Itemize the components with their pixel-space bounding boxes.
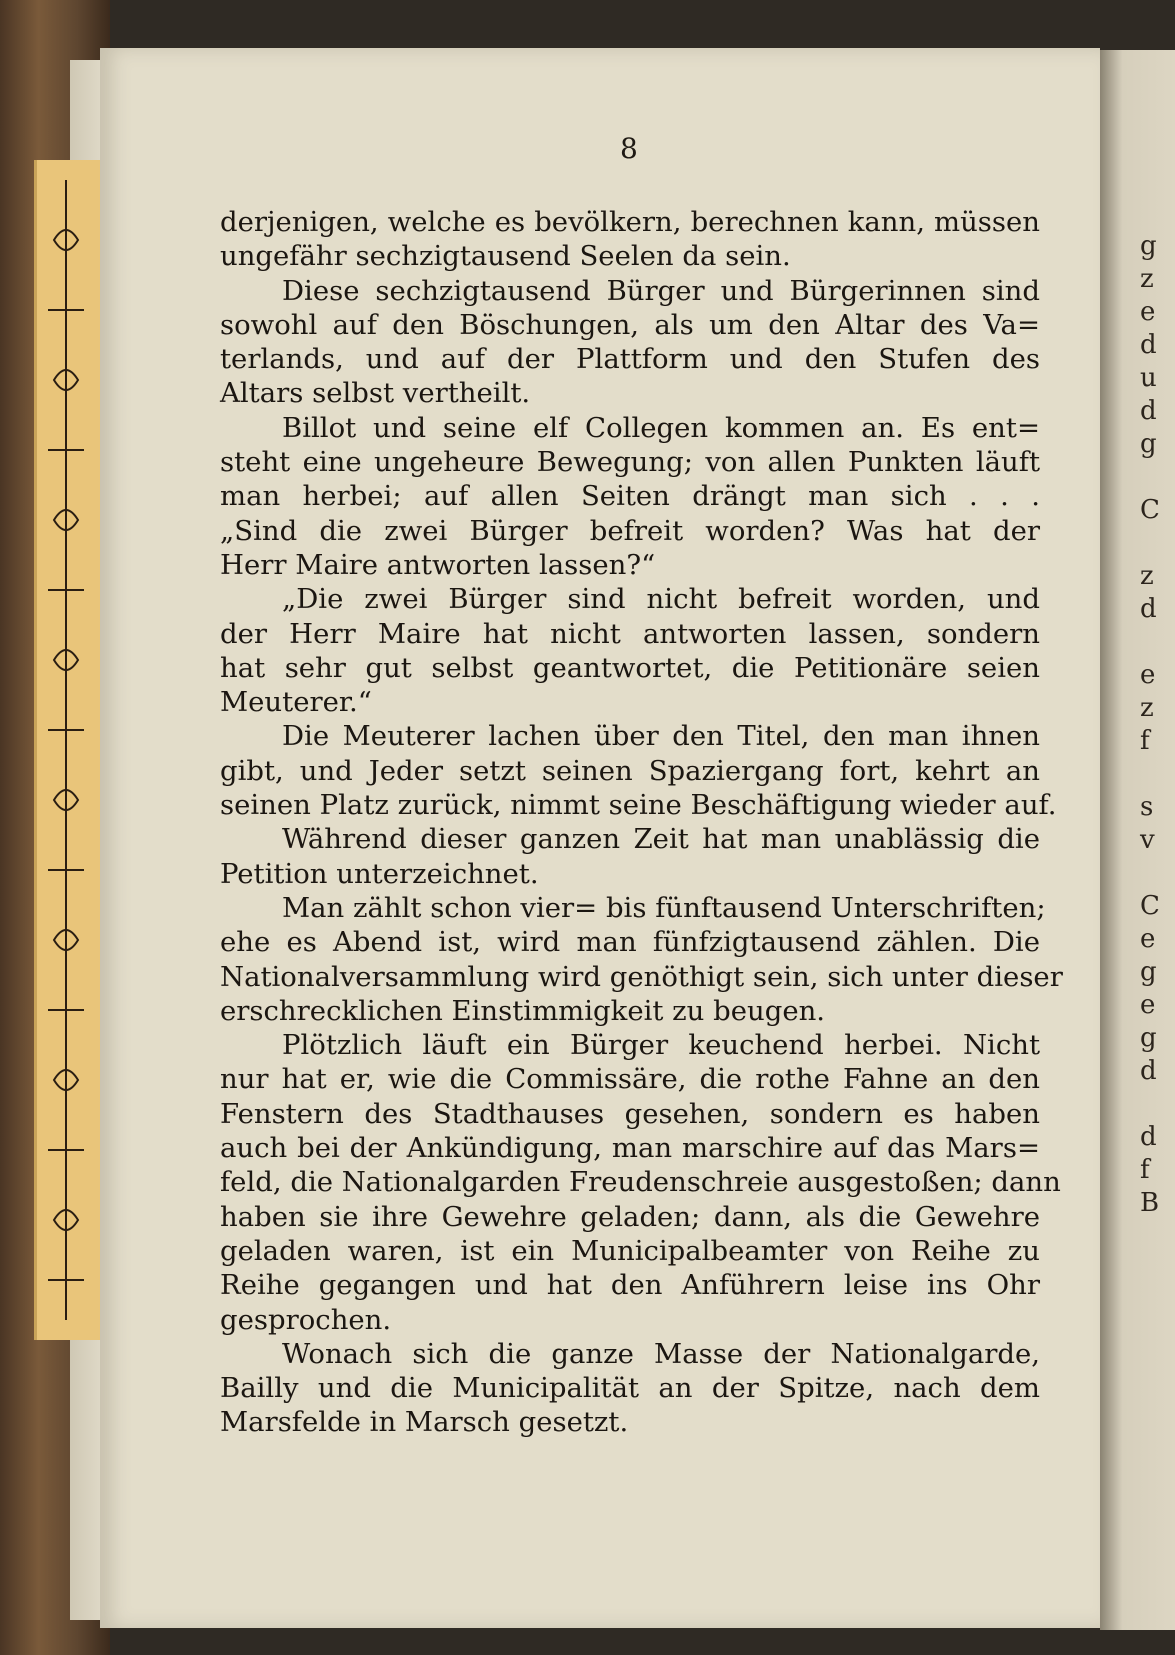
page-number: 8 — [620, 132, 638, 165]
text-line: Fenstern des Stadthauses gesehen, sondern es haben — [220, 1097, 1040, 1130]
bookmark-ornament — [44, 180, 88, 1320]
text-line: Petition unterzeichnet. — [220, 857, 539, 890]
text-line: nur hat er, wie die Commissäre, die rothe Fahne an den — [220, 1063, 1040, 1096]
text-line: auch bei der Ankündigung, man marschire auf das Mars= — [220, 1132, 1040, 1165]
text-line: Während dieser ganzen Zeit hat man unablässig die — [282, 823, 1040, 856]
facing-page-letters: g z e d u d g C z d e z f s v C e g e g d d f B — [1140, 231, 1160, 1218]
text-line: Bailly und die Municipalität an der Spitze, nach dem — [220, 1372, 1040, 1405]
text-line: terlands, und auf der Plattform und den Stufen des — [220, 343, 1040, 376]
text-line: derjenigen, welche es bevölkern, berechnen kann, müssen — [220, 206, 1040, 238]
text-line: erschrecklichen Einstimmigkeit zu beugen. — [220, 994, 826, 1027]
text-line: Plötzlich läuft ein Bürger keuchend herbei. Nicht — [282, 1029, 1040, 1062]
text-line: Nationalversammlung wird genöthigt sein, sich unter dieser — [220, 960, 1063, 993]
text-line: ehe es Abend ist, wird man fünfzigtausend zählen. Die — [220, 926, 1040, 959]
text-line: der Herr Maire hat nicht antworten lassen, sondern — [220, 617, 1040, 650]
text-line: Diese sechzigtausend Bürger und Bürgerinnen sind — [282, 274, 1040, 307]
text-line: steht eine ungeheure Bewegung; von allen Punkten läuft — [220, 446, 1040, 479]
text-line: gibt, und Jeder setzt seinen Spaziergang fort, kehrt an — [220, 754, 1040, 787]
text-line: Reihe gegangen und hat den Anführern leise ins Ohr — [220, 1269, 1040, 1302]
text-line: man herbei; auf allen Seiten drängt man sich . . . — [220, 480, 1040, 513]
text-line: seinen Platz zurück, nimmt seine Beschäftigung wieder auf. — [220, 789, 1057, 822]
text-line: sowohl auf den Böschungen, als um den Altar des Va= — [220, 308, 1040, 341]
text-line: feld, die Nationalgarden Freudenschreie ausgestoßen; dann — [220, 1166, 1061, 1199]
text-line: „Sind die zwei Bürger befreit worden? Was hat der — [220, 514, 1040, 547]
text-line: Altars selbst vertheilt. — [220, 377, 531, 410]
text-line: Meuterer.“ — [220, 686, 372, 719]
text-line: Die Meuterer lachen über den Titel, den man ihnen — [282, 720, 1040, 753]
text-line: hat sehr gut selbst geantwortet, die Petitionäre seien — [220, 651, 1040, 684]
text-line: Billot und seine elf Collegen kommen an. Es ent= — [282, 411, 1040, 444]
text-line: ungefähr sechzigtausend Seelen da sein. — [220, 240, 791, 273]
text-line: Herr Maire antworten lassen?“ — [220, 548, 656, 581]
text-line: „Die zwei Bürger sind nicht befreit worden, und — [282, 583, 1040, 616]
text-line: geladen waren, ist ein Municipalbeamter von Reihe zu — [220, 1234, 1040, 1267]
text-line: haben sie ihre Gewehre geladen; dann, als die Gewehre — [220, 1200, 1040, 1233]
text-line: Man zählt schon vier= bis fünftausend Unterschriften; — [282, 891, 1046, 924]
text-line: Marsfelde in Marsch gesetzt. — [220, 1406, 629, 1439]
text-line: Wonach sich die ganze Masse der Nationalgarde, — [282, 1337, 1040, 1370]
text-line: gesprochen. — [220, 1303, 392, 1336]
body-text — [220, 205, 1063, 1440]
